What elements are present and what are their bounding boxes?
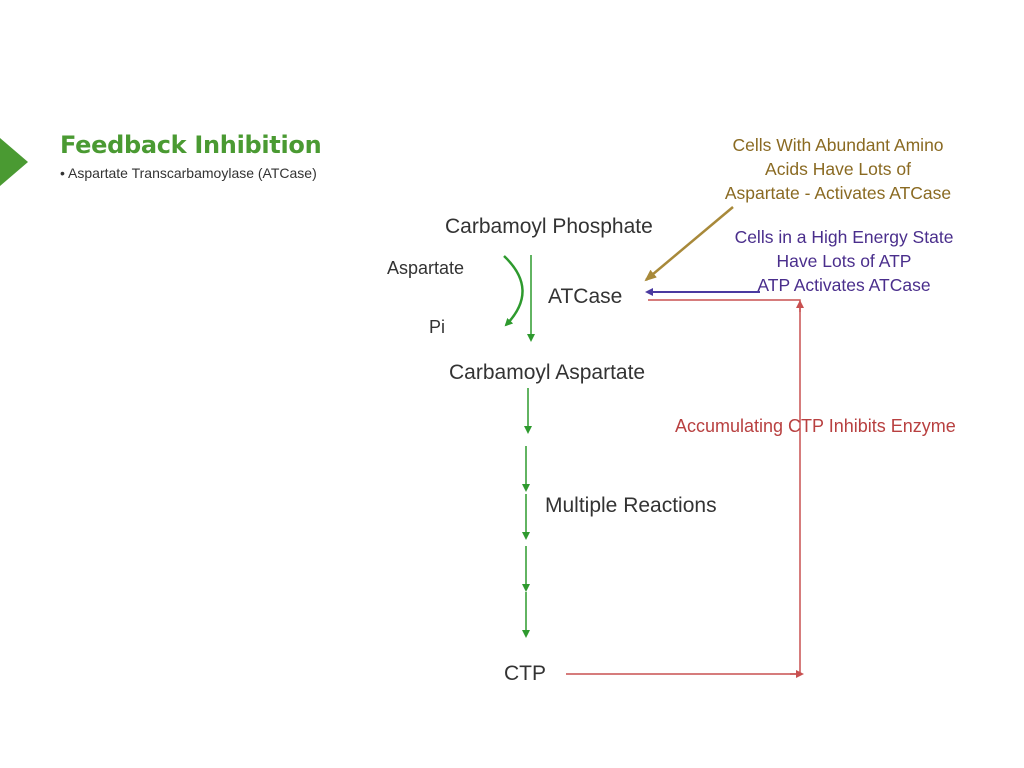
annotation-ctp-inhibits: Accumulating CTP Inhibits Enzyme bbox=[675, 416, 956, 436]
node-ctp: CTP bbox=[504, 662, 546, 685]
annotation-energy-line-1: Cells in a High Energy State bbox=[734, 227, 954, 247]
node-carbamoyl-phosphate: Carbamoyl Phosphate bbox=[445, 215, 653, 238]
node-multiple-reactions: Multiple Reactions bbox=[545, 494, 717, 517]
annotation-energy-line-3: ATP Activates ATCase bbox=[757, 275, 931, 295]
node-aspartate: Aspartate bbox=[387, 258, 465, 278]
arrow-ctp-inhibition-loop bbox=[566, 300, 800, 674]
annotation-amino-acids bbox=[700, 133, 976, 205]
annotation-high-energy bbox=[715, 225, 973, 297]
node-carbamoyl-aspartate: Carbamoyl Aspartate bbox=[449, 361, 646, 384]
annotation-amino-line-1: Cells With Abundant Amino bbox=[732, 135, 944, 155]
node-atcase: ATCase bbox=[548, 285, 623, 308]
annotation-amino-line-3: Aspartate - Activates ATCase bbox=[724, 183, 952, 203]
annotation-amino-line-2: Acids Have Lots of bbox=[765, 159, 911, 179]
node-pi: Pi bbox=[429, 317, 446, 337]
bullet-item: • Aspartate Transcarbamoylase (ATCase) bbox=[60, 165, 317, 181]
annotation-energy-line-2: Have Lots of ATP bbox=[776, 251, 912, 271]
arrow-aspartate-curve bbox=[504, 256, 523, 325]
slide-title: Feedback Inhibition bbox=[60, 131, 322, 159]
bullet-text: Aspartate Transcarbamoylase (ATCase) bbox=[68, 165, 317, 181]
